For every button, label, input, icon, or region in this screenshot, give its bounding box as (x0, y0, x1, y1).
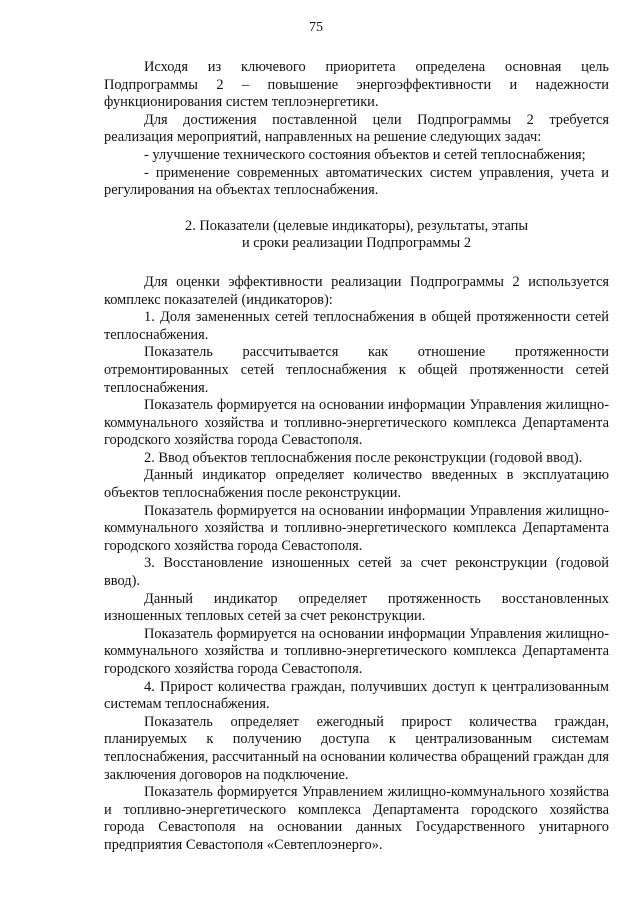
document-body (104, 59, 609, 855)
section-heading (104, 218, 609, 253)
paragraph: Показатель формируется на основании информации Управления жилищно-коммунального хозяйства и топливно-энергетического комплекса Департамента городского хозяйства города Севастополя. (104, 397, 609, 449)
indicator-item: 1. Доля замененных сетей теплоснабжения в общей протяженности сетей теплоснабжения. (104, 309, 609, 343)
paragraph: Показатель формируется на основании информации Управления жилищно-коммунального хозяйства и топливно-энергетического комплекса Департамента городского хозяйства города Севастополя. (104, 625, 609, 677)
indicator-item: 3. Восстановление изношенных сетей за счет реконструкции (годовой ввод). (104, 555, 609, 590)
paragraph: Показатель определяет ежегодный прирост количества граждан, планируемых к получению доступа к централизованным системам теплоснабжения, рассчитанный на основании количества обращений граждан для заключения договоров на подключение. (104, 713, 609, 783)
list-item: - улучшение технического состояния объектов и сетей теплоснабжения; (144, 146, 586, 163)
indicator-item: 4. Прирост количества граждан, получивших доступ к централизованным системам теплоснабжения. (104, 678, 609, 713)
paragraph: Показатель формируется на основании информации Управления жилищно-коммунального хозяйства и топливно-энергетического комплекса Департамента городского хозяйства города Севастополя. (104, 502, 609, 554)
paragraph: Показатель рассчитывается как отношение протяженности отремонтированных сетей теплоснабжения к общей протяженности сетей теплоснабжения. (104, 344, 609, 396)
paragraph: Для оценки эффективности реализации Подпрограммы 2 используется комплекс показателей (индикаторов): (104, 273, 609, 308)
page-number: 75 (309, 20, 323, 35)
paragraph: Данный индикатор определяет количество введенных в эксплуатацию объектов теплоснабжения после реконструкции. (104, 467, 609, 502)
section-heading-line2: и сроки реализации Подпрограммы 2 (241, 235, 472, 252)
paragraph: Для достижения поставленной цели Подпрограммы 2 требуется реализация мероприятий, направленных на решение следующих задач: (104, 111, 609, 146)
indicator-item: 2. Ввод объектов теплоснабжения после реконструкции (годовой ввод). (144, 449, 583, 466)
paragraph: Показатель формируется Управлением жилищно-коммунального хозяйства и топливно-энергетического комплекса Департамента городского хозяйства города Севастополя на основании данных Государственного унитарного предприятия Севастополя «Севтеплоэнерго». (104, 784, 609, 853)
list-item: - применение современных автоматических систем управления, учета и регулирования на объектах теплоснабжения. (104, 164, 609, 199)
paragraph: Данный индикатор определяет протяженность восстановленных изношенных тепловых сетей за счет реконструкции. (104, 590, 609, 625)
paragraph: Исходя из ключевого приоритета определена основная цель Подпрограммы 2 – повышение энергоэффективности и надежности функционирования систем теплоэнергетики. (104, 59, 609, 111)
section-heading-line1: 2. Показатели (целевые индикаторы), результаты, этапы (185, 217, 528, 234)
